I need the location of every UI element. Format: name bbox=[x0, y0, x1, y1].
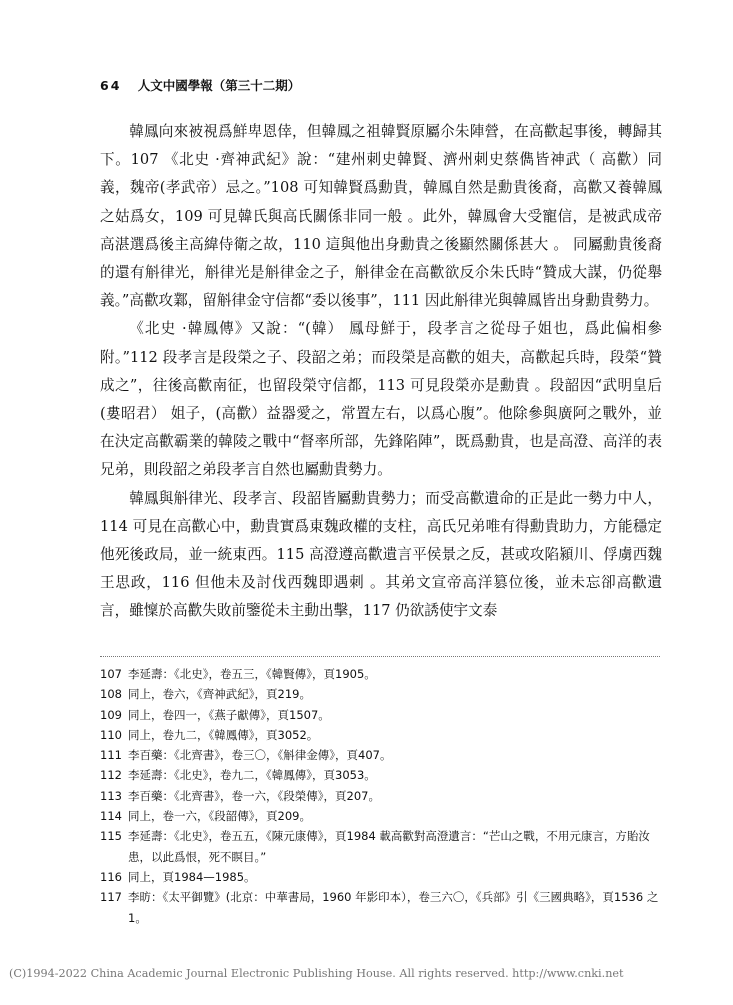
footnote bbox=[100, 867, 665, 887]
footnote bbox=[100, 786, 665, 806]
footnote bbox=[100, 725, 665, 745]
footnote-number: 111 bbox=[100, 748, 122, 763]
footnote-text: 李百藥：《北齊書》，卷三〇，《斛律金傳》，頁407。 bbox=[128, 748, 392, 763]
body-paragraph: 韓鳳向來被視爲鮮卑恩倖，但韓鳳之祖韓賢原屬尒朱陣營，在高歡起事後，轉歸其下。107 《北史 ·齊神武紀》說：“建州刺史韓賢、濟州刺史蔡儁皆神武（ 高歡）同義，魏帝(孝武帝）忌之。”108 可知韓賢爲勳貴，韓鳳自然是勳貴後裔，高歡又養韓鳳之姑爲女，109 可見韓氏與高氏關係非同一般 。此外，韓鳳會大受寵信，是被武成帝高湛選爲後主高緯侍衛之故，110 這與他出身勳貴之後顯然關係甚大 。 同屬勳貴後裔的還有斛律光，斛律光是斛律金之子，斛律金在高歡欲反尒朱氏時“贊成大謀，仍從舉義。”高歡攻鄴，留斛律金守信都“委以後事”，111 因此斛律光與韓鳳皆出身勳貴勢力。 bbox=[100, 123, 662, 310]
footnote bbox=[100, 887, 665, 928]
journal-title: 人文中國學報（第三十二期） bbox=[137, 78, 301, 93]
footnote-text: 同上，卷一六，《段韶傳》，頁209。 bbox=[128, 809, 311, 824]
footnote-text: 同上，卷九二，《韓鳳傳》，頁3052。 bbox=[128, 727, 319, 742]
page-number: 64 bbox=[100, 78, 122, 93]
footnote-number: 116 bbox=[100, 869, 122, 884]
footnote-number: 110 bbox=[100, 727, 122, 742]
footnote-number: 114 bbox=[100, 809, 122, 824]
footnote bbox=[100, 765, 665, 785]
footnote-number: 113 bbox=[100, 788, 122, 803]
footnote bbox=[100, 705, 665, 725]
footnote bbox=[100, 826, 665, 867]
footnote bbox=[100, 745, 665, 765]
footnote-number: 112 bbox=[100, 768, 122, 783]
footnote bbox=[100, 664, 665, 684]
running-header bbox=[100, 76, 300, 94]
footnote-number: 108 bbox=[100, 687, 122, 702]
footnote-number: 117 bbox=[100, 890, 122, 905]
footnote bbox=[100, 684, 665, 704]
footnote-number: 109 bbox=[100, 707, 122, 722]
body-paragraph: 韓鳳與斛律光、段孝言、段韶皆屬勳貴勢力；而受高歡遺命的正是此一勢力中人，114 可見在高歡心中，勳貴實爲東魏政權的支柱，高氏兄弟唯有得勳貴助力，方能穩定他死後政局，並一統東西。115 高澄遵高歡遺言平侯景之反，甚或攻陷潁川、俘虜西魏王思政，116 但他未及討伐西魏即遇刺 。其弟文宣帝高洋篡位後，並未忘卻高歡遺言，雖懍於高歡失敗前鑒從未主動出擊，117 仍欲誘使宇文泰 bbox=[100, 489, 662, 620]
footnote-number: 107 bbox=[100, 667, 122, 681]
footnote-text: 同上，卷六，《齊神武紀》，頁219。 bbox=[128, 687, 311, 702]
body-text bbox=[100, 118, 662, 626]
footnote-text: 李昉：《太平御覽》(北京：中華書局，1960 年影印本），卷三六〇，《兵部》引《三國典略》，頁1536 之1。 bbox=[128, 890, 659, 925]
footnote-text: 同上，卷四一，《燕子獻傳》，頁1507。 bbox=[128, 707, 330, 722]
body-paragraph: 《北史 ·韓鳳傳》又說：“(韓） 鳳母鮮于，段孝言之從母子姐也，爲此偏相參附。”112 段孝言是段榮之子、段韶之弟；而段榮是高歡的姐夫，高歡起兵時，段榮“贊成之”，往後高歡南征，也留段榮守信都，113 可見段榮亦是勳貴 。段韶因“武明皇后(婁昭君） 姐子，(高歡）益器愛之，常置左右，以爲心腹”。他除參與廣阿之戰外，並在決定高歡霸業的韓陵之戰中“督率所部，先鋒陷陣”，既爲勳貴，也是高澄、高洋的表兄弟，則段韶之弟段孝言自然也屬勳貴勢力。 bbox=[100, 320, 662, 479]
footnote-text: 李延壽：《北史》，卷九二，《韓鳳傳》，頁3053。 bbox=[128, 768, 376, 783]
copyright-footer: (C)1994-2022 China Academic Journal Electronic Publishing House. All rights reserved. http://www.cnki.net bbox=[9, 967, 624, 980]
footnote-divider bbox=[100, 656, 660, 658]
footnote-text: 李延壽：《北史》，卷五五，《陳元康傳》，頁1984 載高歡對高澄遺言：“芒山之戰，不用元康言，方貽汝患，以此爲恨，死不瞑目。” bbox=[128, 829, 650, 864]
footnote-text: 李百藥：《北齊書》，卷一六，《段榮傳》，頁207。 bbox=[128, 788, 380, 803]
footnote-number: 115 bbox=[100, 829, 122, 844]
footnote-text: 同上，頁1984—1985。 bbox=[128, 869, 256, 884]
footnote bbox=[100, 806, 665, 826]
footnotes bbox=[100, 664, 665, 928]
footnote-text: 李延壽：《北史》，卷五三，《韓賢傳》，頁1905。 bbox=[128, 667, 376, 681]
